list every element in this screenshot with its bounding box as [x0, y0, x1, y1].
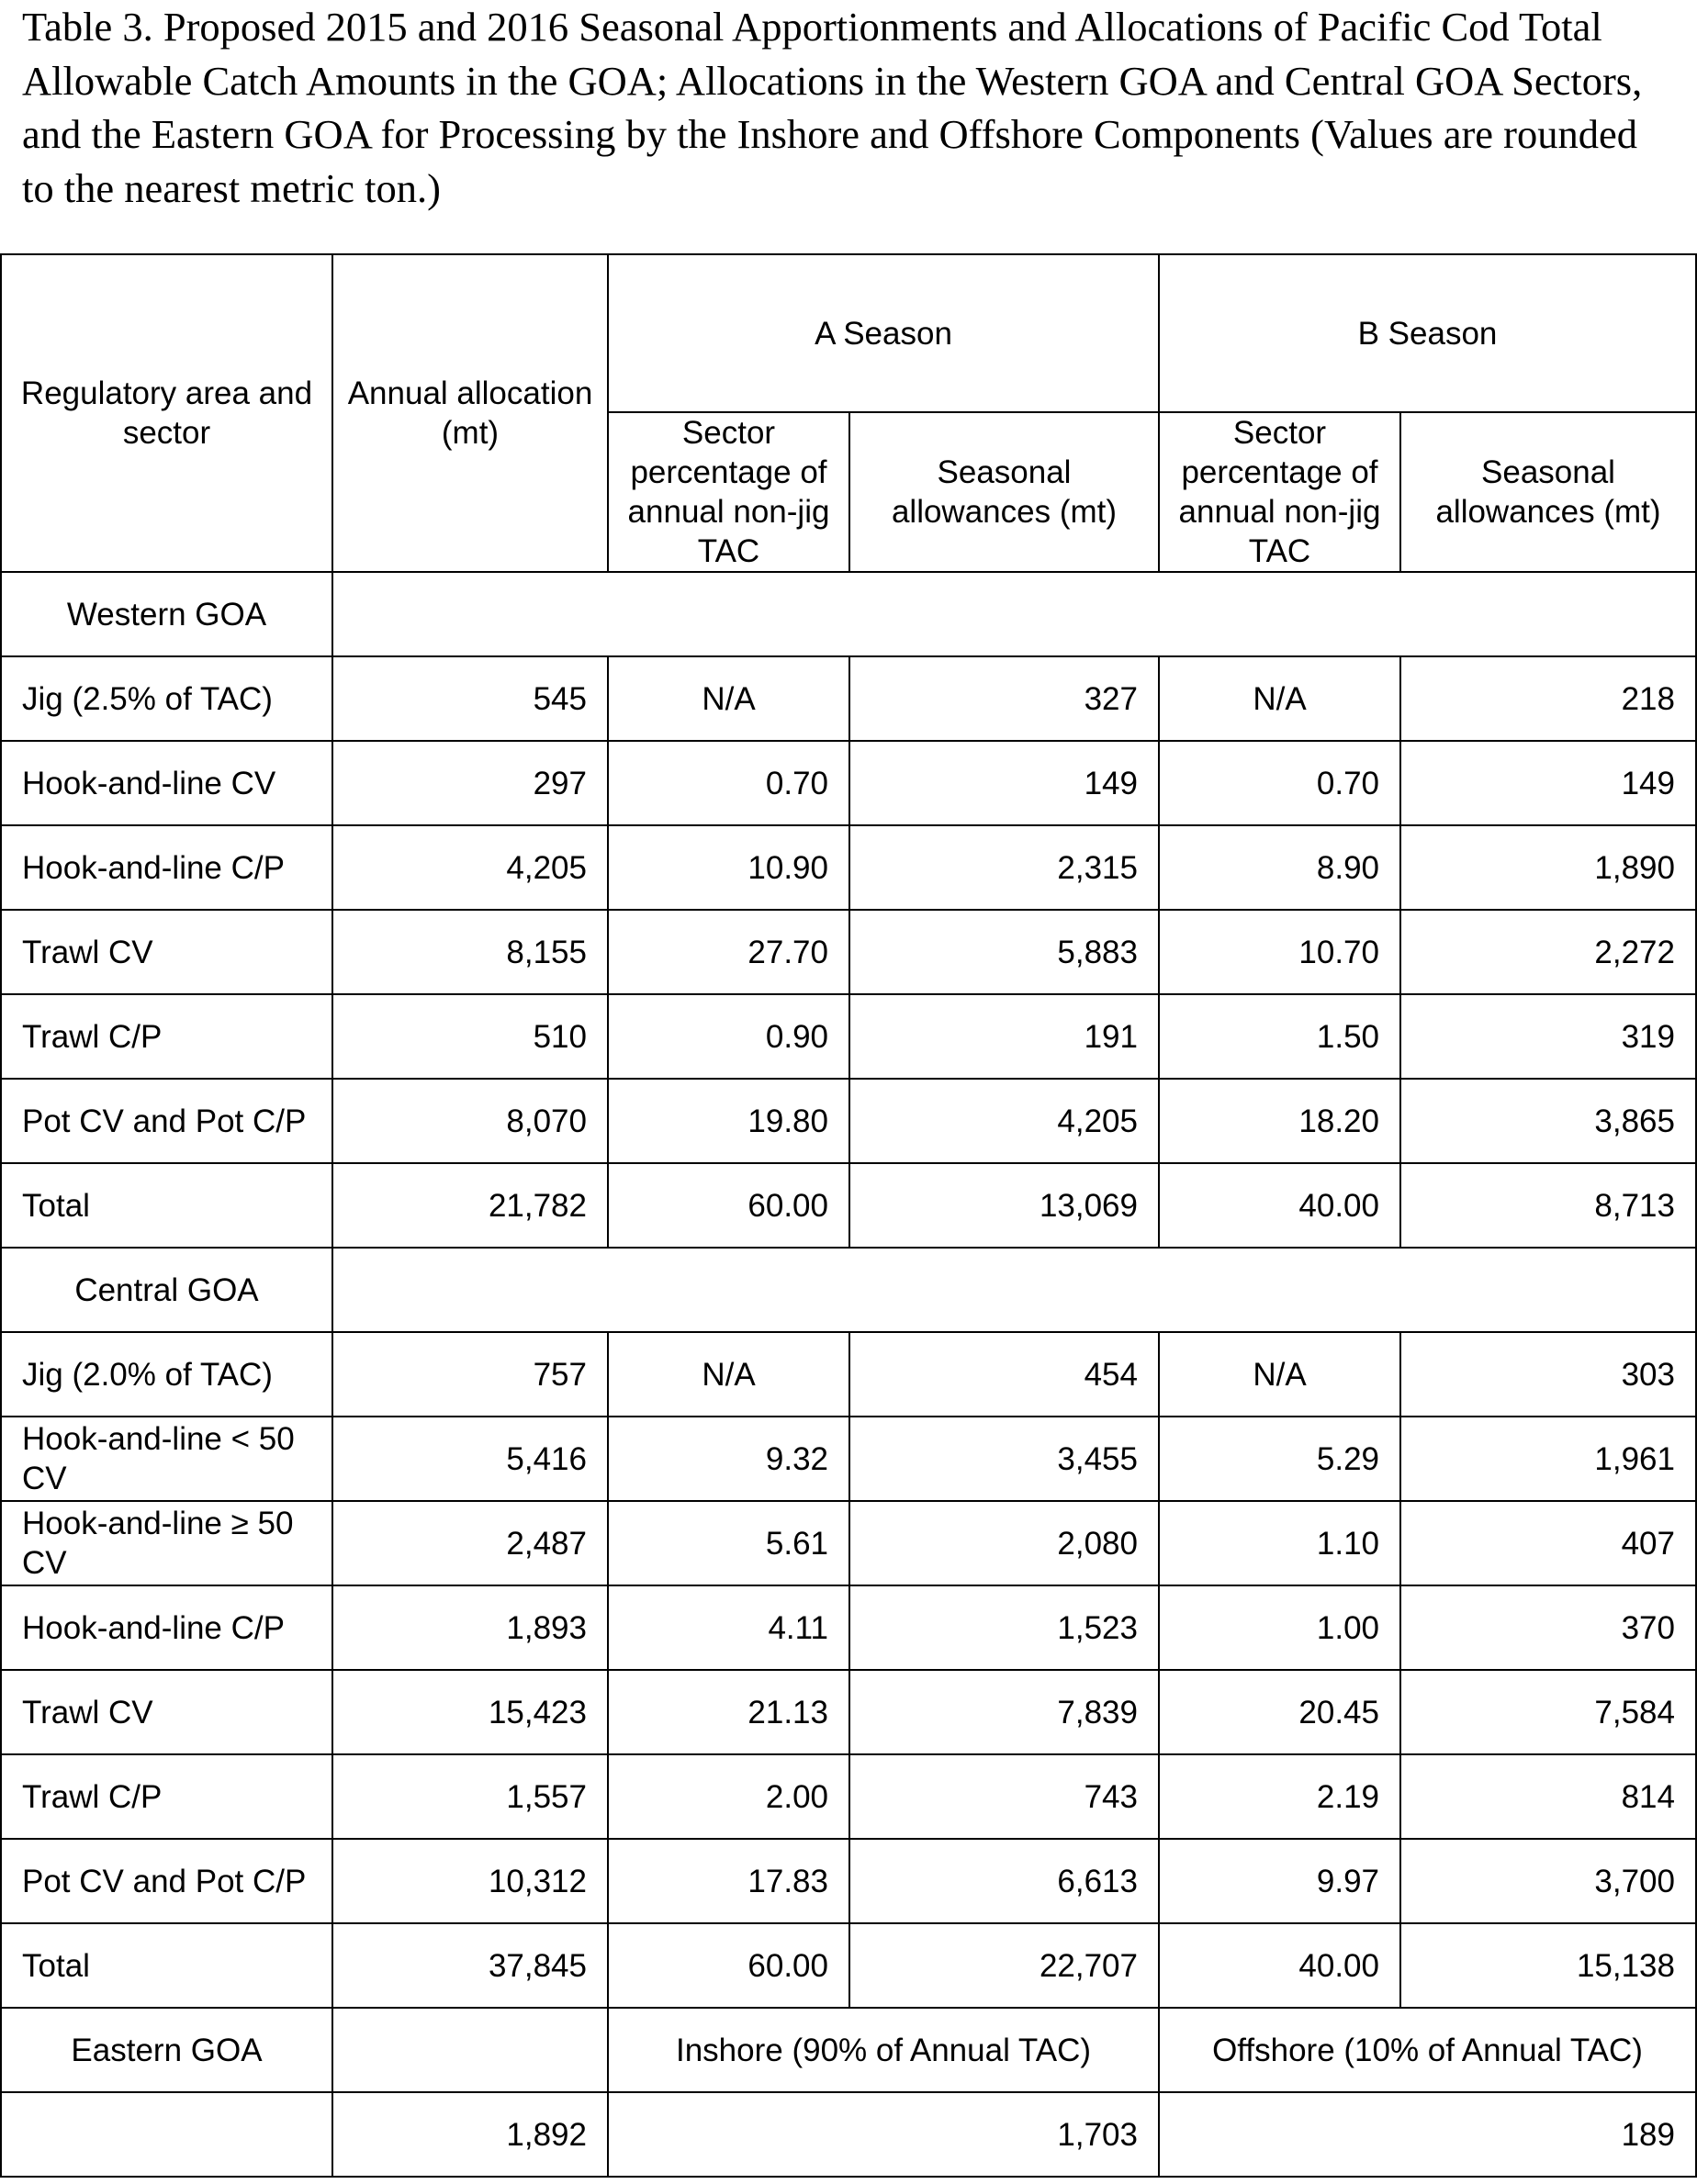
annual-allocation-cell: 8,155 [332, 910, 608, 994]
a-season-percentage-cell: N/A [608, 656, 849, 741]
b-season-percentage-cell: 1.10 [1159, 1501, 1400, 1585]
b-season-percentage-cell: 40.00 [1159, 1923, 1400, 2008]
western-section-blank [332, 572, 1696, 656]
b-season-allowance-cell: 1,890 [1400, 825, 1696, 910]
b-season-allowance-cell: 407 [1400, 1501, 1696, 1585]
sector-name-cell: Hook-and-line CV [1, 741, 332, 825]
annual-allocation-cell: 510 [332, 994, 608, 1079]
a-season-percentage-cell: 19.80 [608, 1079, 849, 1163]
a-season-allowance-cell: 743 [849, 1754, 1159, 1839]
a-season-percentage-cell: 17.83 [608, 1839, 849, 1923]
table-row [1, 1417, 1696, 1501]
b-season-percentage-cell: N/A [1159, 1332, 1400, 1417]
header-row-seasons [1, 254, 1696, 412]
table-row [1, 1839, 1696, 1923]
table-row [1, 741, 1696, 825]
sector-name-cell: Pot CV and Pot C/P [1, 1839, 332, 1923]
eastern-offshore-label: Offshore (10% of Annual TAC) [1159, 2008, 1696, 2092]
a-season-percentage-cell: 27.70 [608, 910, 849, 994]
table-row [1, 1079, 1696, 1163]
a-season-percentage-cell: 4.11 [608, 1585, 849, 1670]
annual-allocation-cell: 757 [332, 1332, 608, 1417]
header-a-sector-percentage: Sector percentage of annual non-jig TAC [608, 412, 849, 572]
b-season-allowance-cell: 319 [1400, 994, 1696, 1079]
sector-name-cell: Pot CV and Pot C/P [1, 1079, 332, 1163]
pacific-cod-allocation-table [0, 253, 1697, 2178]
eastern-header-row [1, 2008, 1696, 2092]
table-row [1, 994, 1696, 1079]
eastern-annual-allocation-cell: 1,892 [332, 2092, 608, 2177]
b-season-allowance-cell: 149 [1400, 741, 1696, 825]
sector-name-cell: Hook-and-line < 50 CV [1, 1417, 332, 1501]
table-row [1, 1332, 1696, 1417]
annual-allocation-cell: 10,312 [332, 1839, 608, 1923]
b-season-allowance-cell: 7,584 [1400, 1670, 1696, 1754]
a-season-allowance-cell: 7,839 [849, 1670, 1159, 1754]
a-season-percentage-cell: 2.00 [608, 1754, 849, 1839]
a-season-allowance-cell: 191 [849, 994, 1159, 1079]
header-regulatory-area: Regulatory area and sector [1, 254, 332, 572]
b-season-allowance-cell: 3,865 [1400, 1079, 1696, 1163]
sector-name-cell: Total [1, 1923, 332, 2008]
a-season-percentage-cell: 0.70 [608, 741, 849, 825]
eastern-offshore-value-cell: 189 [1159, 2092, 1696, 2177]
header-b-season: B Season [1159, 254, 1696, 412]
table-row [1, 1501, 1696, 1585]
western-section-header-row [1, 572, 1696, 656]
a-season-allowance-cell: 1,523 [849, 1585, 1159, 1670]
annual-allocation-cell: 8,070 [332, 1079, 608, 1163]
central-section-blank [332, 1248, 1696, 1332]
sector-name-cell: Trawl C/P [1, 994, 332, 1079]
annual-allocation-cell: 15,423 [332, 1670, 608, 1754]
b-season-allowance-cell: 15,138 [1400, 1923, 1696, 2008]
b-season-allowance-cell: 8,713 [1400, 1163, 1696, 1248]
sector-name-cell: Jig (2.5% of TAC) [1, 656, 332, 741]
western-section-label: Western GOA [1, 572, 332, 656]
a-season-allowance-cell: 327 [849, 656, 1159, 741]
b-season-allowance-cell: 2,272 [1400, 910, 1696, 994]
b-season-allowance-cell: 370 [1400, 1585, 1696, 1670]
annual-allocation-cell: 1,557 [332, 1754, 608, 1839]
annual-allocation-cell: 5,416 [332, 1417, 608, 1501]
sector-name-cell: Total [1, 1163, 332, 1248]
b-season-percentage-cell: 0.70 [1159, 741, 1400, 825]
sector-name-cell: Hook-and-line C/P [1, 825, 332, 910]
sector-name-cell: Jig (2.0% of TAC) [1, 1332, 332, 1417]
header-b-sector-percentage: Sector percentage of annual non-jig TAC [1159, 412, 1400, 572]
a-season-allowance-cell: 2,315 [849, 825, 1159, 910]
a-season-percentage-cell: 5.61 [608, 1501, 849, 1585]
table-row [1, 1670, 1696, 1754]
annual-allocation-cell: 297 [332, 741, 608, 825]
table-row [1, 910, 1696, 994]
a-season-allowance-cell: 3,455 [849, 1417, 1159, 1501]
annual-allocation-cell: 1,893 [332, 1585, 608, 1670]
b-season-allowance-cell: 303 [1400, 1332, 1696, 1417]
b-season-percentage-cell: 5.29 [1159, 1417, 1400, 1501]
a-season-allowance-cell: 6,613 [849, 1839, 1159, 1923]
a-season-percentage-cell: N/A [608, 1332, 849, 1417]
table-row [1, 825, 1696, 910]
b-season-percentage-cell: 18.20 [1159, 1079, 1400, 1163]
b-season-allowance-cell: 218 [1400, 656, 1696, 741]
a-season-percentage-cell: 21.13 [608, 1670, 849, 1754]
header-b-seasonal-allowances: Seasonal allowances (mt) [1400, 412, 1696, 572]
table-caption: Table 3. Proposed 2015 and 2016 Seasonal Apportionments and Allocations of Pacific Cod Total Allowable Catch Amounts in the GOA; Allocations in the Western GOA and Central GOA Sectors, and the Eastern GOA for Processing by the Inshore and Offshore Components (Values are rounded to the nearest metric ton.) [22, 4, 1643, 211]
central-section-header-row [1, 1248, 1696, 1332]
central-section-label: Central GOA [1, 1248, 332, 1332]
annual-allocation-cell: 21,782 [332, 1163, 608, 1248]
sector-name-cell: Trawl CV [1, 1670, 332, 1754]
annual-allocation-cell: 37,845 [332, 1923, 608, 2008]
b-season-percentage-cell: N/A [1159, 656, 1400, 741]
a-season-percentage-cell: 60.00 [608, 1163, 849, 1248]
sector-name-cell: Trawl CV [1, 910, 332, 994]
table-row [1, 1585, 1696, 1670]
annual-allocation-cell: 2,487 [332, 1501, 608, 1585]
a-season-allowance-cell: 13,069 [849, 1163, 1159, 1248]
table-row [1, 1163, 1696, 1248]
eastern-inshore-label: Inshore (90% of Annual TAC) [608, 2008, 1159, 2092]
b-season-allowance-cell: 814 [1400, 1754, 1696, 1839]
header-annual-allocation: Annual allocation (mt) [332, 254, 608, 572]
b-season-percentage-cell: 10.70 [1159, 910, 1400, 994]
a-season-percentage-cell: 0.90 [608, 994, 849, 1079]
a-season-allowance-cell: 2,080 [849, 1501, 1159, 1585]
header-a-season: A Season [608, 254, 1159, 412]
sector-name-cell: Hook-and-line ≥ 50 CV [1, 1501, 332, 1585]
b-season-percentage-cell: 8.90 [1159, 825, 1400, 910]
b-season-percentage-cell: 20.45 [1159, 1670, 1400, 1754]
a-season-allowance-cell: 4,205 [849, 1079, 1159, 1163]
sector-name-cell: Trawl C/P [1, 1754, 332, 1839]
b-season-percentage-cell: 1.50 [1159, 994, 1400, 1079]
b-season-allowance-cell: 1,961 [1400, 1417, 1696, 1501]
table-row [1, 656, 1696, 741]
b-season-percentage-cell: 40.00 [1159, 1163, 1400, 1248]
a-season-percentage-cell: 9.32 [608, 1417, 849, 1501]
a-season-percentage-cell: 10.90 [608, 825, 849, 910]
table-row [1, 1923, 1696, 2008]
eastern-inshore-value-cell: 1,703 [608, 2092, 1159, 2177]
a-season-allowance-cell: 22,707 [849, 1923, 1159, 2008]
table-row [1, 1754, 1696, 1839]
eastern-annual-blank [332, 2008, 608, 2092]
eastern-values-row [1, 2092, 1696, 2177]
a-season-percentage-cell: 60.00 [608, 1923, 849, 2008]
b-season-allowance-cell: 3,700 [1400, 1839, 1696, 1923]
a-season-allowance-cell: 149 [849, 741, 1159, 825]
annual-allocation-cell: 4,205 [332, 825, 608, 910]
b-season-percentage-cell: 2.19 [1159, 1754, 1400, 1839]
annual-allocation-cell: 545 [332, 656, 608, 741]
b-season-percentage-cell: 9.97 [1159, 1839, 1400, 1923]
header-a-seasonal-allowances: Seasonal allowances (mt) [849, 412, 1159, 572]
sector-name-cell: Hook-and-line C/P [1, 1585, 332, 1670]
b-season-percentage-cell: 1.00 [1159, 1585, 1400, 1670]
a-season-allowance-cell: 454 [849, 1332, 1159, 1417]
a-season-allowance-cell: 5,883 [849, 910, 1159, 994]
eastern-section-label: Eastern GOA [1, 2008, 332, 2092]
eastern-sector-blank [1, 2092, 332, 2177]
